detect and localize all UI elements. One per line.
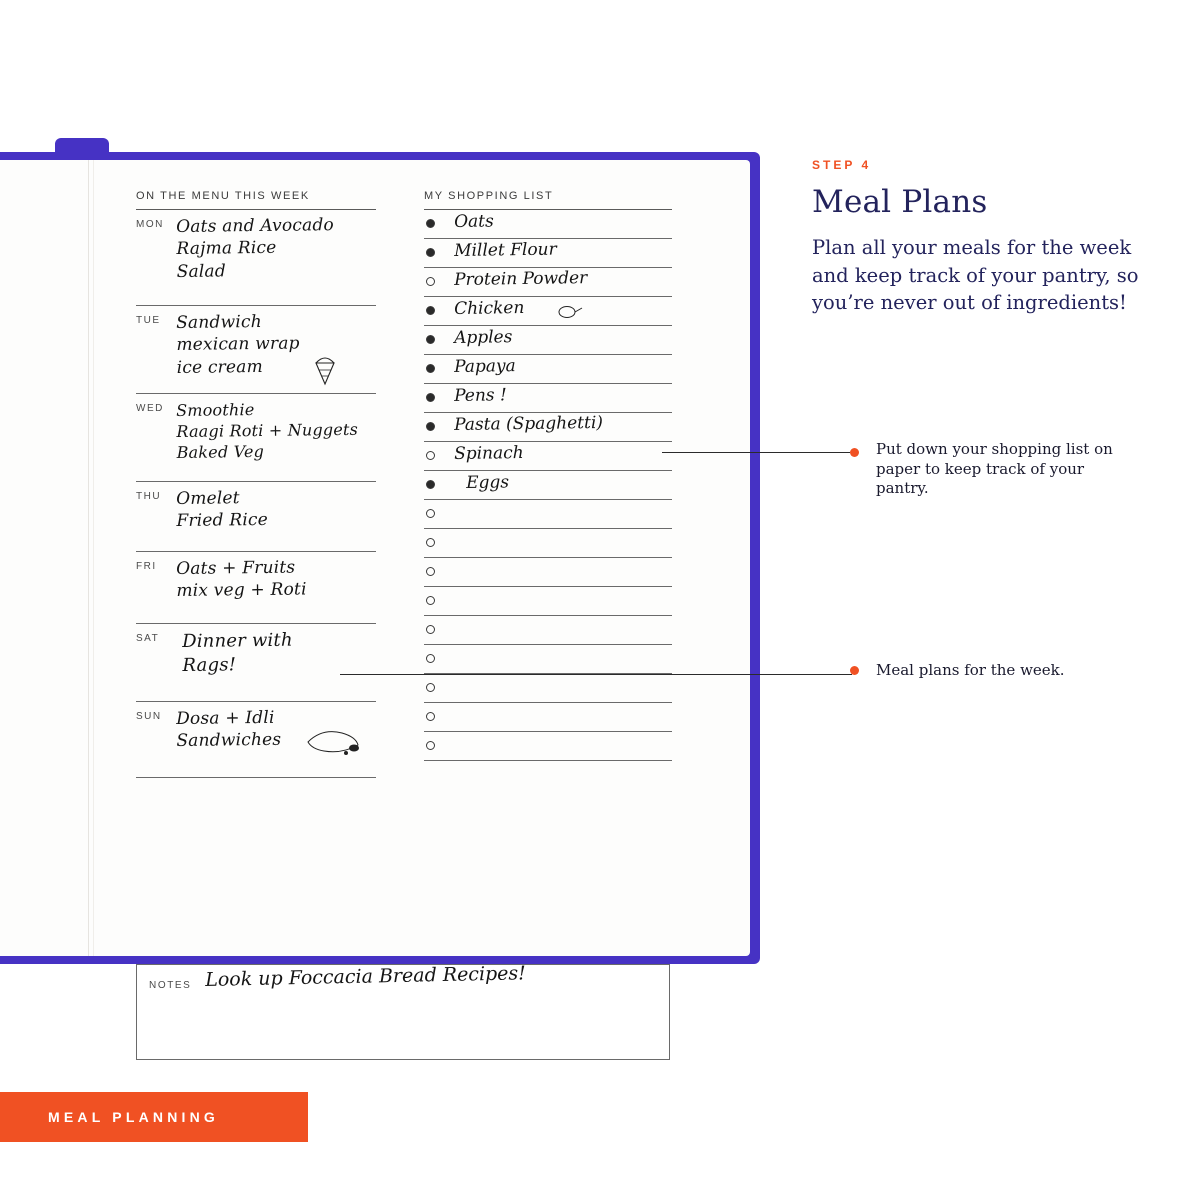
callout-dot-icon bbox=[850, 666, 859, 675]
notes-text: Look up Foccacia Bread Recipes! bbox=[205, 962, 527, 991]
shopping-item-label: Millet Flour bbox=[454, 239, 557, 261]
checkbox-icon[interactable] bbox=[426, 654, 435, 663]
checkbox-icon[interactable] bbox=[426, 538, 435, 547]
day-label-sun: SUN bbox=[136, 711, 162, 722]
shopping-list-item[interactable] bbox=[424, 703, 672, 732]
shopping-item-label: Chicken bbox=[454, 298, 525, 319]
day-row-sat[interactable] bbox=[136, 624, 376, 702]
shopping-list-item[interactable] bbox=[424, 413, 672, 442]
checkbox-icon[interactable] bbox=[426, 364, 435, 373]
ice-cream-cone-doodle bbox=[312, 354, 338, 388]
day-label-wed: WED bbox=[136, 403, 164, 414]
shopping-list-item[interactable] bbox=[424, 558, 672, 587]
checkbox-icon[interactable] bbox=[426, 248, 435, 257]
shopping-list-item[interactable] bbox=[424, 471, 672, 500]
callout-dot-icon bbox=[850, 448, 859, 457]
notes-box[interactable] bbox=[136, 964, 670, 1060]
day-label-mon: MON bbox=[136, 219, 164, 230]
callout-text: Put down your shopping list on paper to keep track of your pantry. bbox=[876, 440, 1113, 497]
checkbox-icon[interactable] bbox=[426, 219, 435, 228]
checkbox-icon[interactable] bbox=[426, 509, 435, 518]
day-entry-sun: Dosa + Idli Sandwiches bbox=[176, 707, 282, 752]
shopping-list-item[interactable] bbox=[424, 529, 672, 558]
checkbox-icon[interactable] bbox=[426, 741, 435, 750]
checkbox-icon[interactable] bbox=[426, 596, 435, 605]
side-panel bbox=[812, 158, 1172, 317]
shopping-list-heading: MY SHOPPING LIST bbox=[424, 190, 672, 210]
day-entry-mon: Oats and Avocado Rajma Rice Salad bbox=[176, 215, 335, 282]
shopping-list-item[interactable] bbox=[424, 268, 672, 297]
drumstick-doodle bbox=[558, 303, 584, 321]
shopping-list-item[interactable] bbox=[424, 645, 672, 674]
shopping-list-item[interactable] bbox=[424, 297, 672, 326]
callout-leader-line bbox=[662, 452, 850, 453]
page-gutter-line-secondary bbox=[93, 160, 94, 956]
page-title: Meal Plans bbox=[812, 184, 988, 220]
day-entry-sat: Dinner with Rags! bbox=[182, 629, 293, 676]
day-row-wed[interactable] bbox=[136, 394, 376, 482]
checkbox-icon[interactable] bbox=[426, 277, 435, 286]
dosa-doodle bbox=[304, 722, 366, 758]
day-entry-tue: Sandwich mexican wrap ice cream bbox=[176, 311, 300, 378]
day-label-tue: TUE bbox=[136, 315, 161, 326]
notes-label: NOTES bbox=[149, 980, 192, 991]
shopping-list-item[interactable] bbox=[424, 210, 672, 239]
day-entry-wed: Smoothie Raagi Roti + Nuggets Baked Veg bbox=[176, 400, 359, 463]
shopping-item-label: Protein Powder bbox=[454, 268, 588, 290]
day-label-sat: SAT bbox=[136, 633, 160, 644]
day-row-tue[interactable] bbox=[136, 306, 376, 394]
shopping-list-item[interactable] bbox=[424, 326, 672, 355]
day-row-thu[interactable] bbox=[136, 482, 376, 552]
checkbox-icon[interactable] bbox=[426, 422, 435, 431]
checkbox-icon[interactable] bbox=[426, 393, 435, 402]
page-gutter-line bbox=[88, 160, 89, 956]
shopping-item-label: Apples bbox=[454, 327, 513, 348]
shopping-item-label: Spinach bbox=[454, 443, 524, 464]
shopping-list-item[interactable] bbox=[424, 616, 672, 645]
checkbox-icon[interactable] bbox=[426, 480, 435, 489]
shopping-item-label: Oats bbox=[454, 211, 494, 232]
checkbox-icon[interactable] bbox=[426, 567, 435, 576]
day-row-fri[interactable] bbox=[136, 552, 376, 624]
shopping-item-label: Eggs bbox=[466, 472, 510, 493]
checkbox-icon[interactable] bbox=[426, 683, 435, 692]
menu-column-heading: ON THE MENU THIS WEEK bbox=[136, 190, 376, 210]
day-label-thu: THU bbox=[136, 491, 162, 502]
shopping-list-item[interactable] bbox=[424, 674, 672, 703]
checkbox-icon[interactable] bbox=[426, 335, 435, 344]
callout-text: Meal plans for the week. bbox=[876, 661, 1065, 679]
checkbox-icon[interactable] bbox=[426, 712, 435, 721]
footer-tag bbox=[0, 1092, 308, 1142]
panel-description: Plan all your meals for the week and keep track of your pantry, so you’re never out of ingredients! bbox=[812, 236, 1139, 315]
day-row-mon[interactable] bbox=[136, 210, 376, 306]
checkbox-icon[interactable] bbox=[426, 625, 435, 634]
shopping-list-item[interactable] bbox=[424, 732, 672, 761]
planner-sheet bbox=[136, 190, 672, 991]
shopping-list-column bbox=[424, 190, 672, 761]
day-label-fri: FRI bbox=[136, 561, 157, 572]
step-kicker: STEP 4 bbox=[812, 158, 872, 172]
shopping-list-item[interactable] bbox=[424, 500, 672, 529]
callout-leader-line bbox=[340, 674, 852, 675]
shopping-list-item[interactable] bbox=[424, 355, 672, 384]
checkbox-icon[interactable] bbox=[426, 451, 435, 460]
day-entry-thu: Omelet Fried Rice bbox=[176, 488, 269, 532]
planner-spread bbox=[0, 152, 760, 991]
footer-tag-label: MEAL PLANNING bbox=[48, 1109, 220, 1125]
shopping-item-label: Papaya bbox=[454, 356, 516, 377]
day-entry-fri: Oats + Fruits mix veg + Roti bbox=[176, 557, 307, 602]
shopping-list-item[interactable] bbox=[424, 239, 672, 268]
day-row-sun[interactable] bbox=[136, 702, 376, 778]
shopping-list-item[interactable] bbox=[424, 384, 672, 413]
shopping-item-label: Pens ! bbox=[454, 385, 507, 406]
shopping-list-item[interactable] bbox=[424, 587, 672, 616]
checkbox-icon[interactable] bbox=[426, 306, 435, 315]
shopping-list-item[interactable] bbox=[424, 442, 672, 471]
menu-column bbox=[136, 190, 376, 778]
shopping-item-label: Pasta (Spaghetti) bbox=[454, 412, 604, 435]
